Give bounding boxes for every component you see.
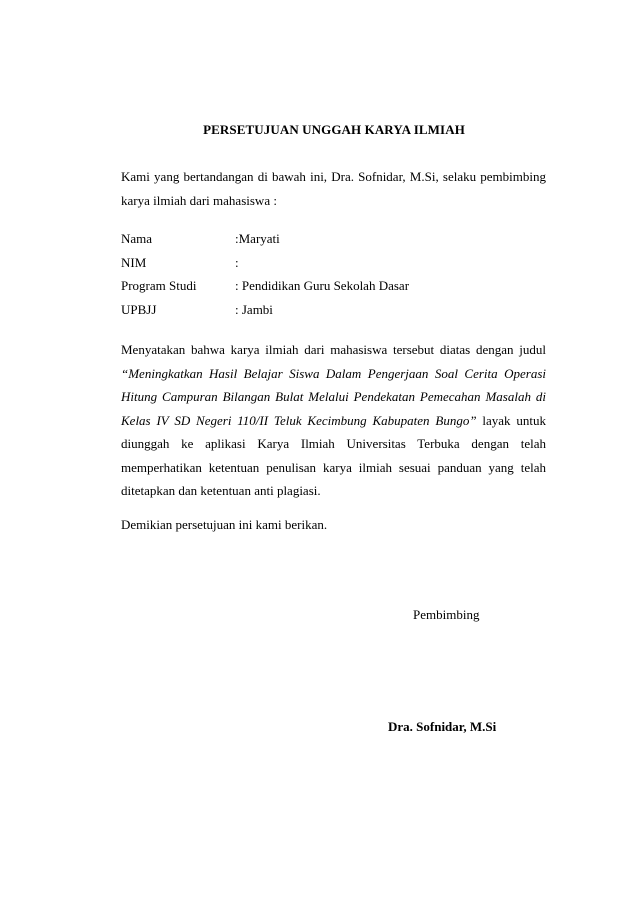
statement-paragraph [121,338,546,503]
identity-label: Nama [121,231,153,246]
statement-rest: layak untuk diunggah ke aplikasi Karya Ilmiah Universitas Terbuka dengan telah memperhatikan ketentuan penulisan karya ilmiah sesuai panduan yang telah ditetapkan dan ketentuan anti plagiasi. [121,412,546,498]
identity-value: : Pendidikan Guru Sekolah Dasar [235,278,410,293]
identity-row-nama [121,227,546,251]
identity-label: Program Studi [121,278,197,293]
statement-lead: Menyatakan bahwa karya ilmiah dari mahasiswa tersebut diatas dengan judul [121,342,546,357]
identity-row-program-studi [121,274,546,298]
thesis-title: “Meningkatkan Hasil Belajar Siswa Dalam Pengerjaan Soal Cerita Operasi Hitung Campuran Bilangan Bulat Melalui Pendekatan Pemecahan Masalah di Kelas IV SD Negeri 110/II Teluk Kecimbung Kabupaten Bungo” [121,365,546,428]
identity-value: : Jambi [235,301,273,317]
intro-paragraph: Kami yang bertandangan di bawah ini, Dra. Sofnidar, M.Si, selaku pembimbing karya ilmiah dari mahasiswa : [121,169,546,208]
identity-label: NIM [121,254,147,270]
identity-label: UPBJJ [121,301,157,317]
closing-paragraph: Demikian persetujuan ini kami berikan. [121,517,328,532]
student-identity-table [121,227,546,321]
document-title: PERSETUJUAN UNGGAH KARYA ILMIAH [203,122,465,137]
identity-value: :Maryati [235,231,280,246]
signature-role: Pembimbing [413,607,480,622]
identity-row-upbjj [121,298,546,322]
identity-row-nim [121,251,546,275]
signature-name: Dra. Sofnidar, M.Si [388,719,497,734]
identity-value: : [235,254,239,270]
